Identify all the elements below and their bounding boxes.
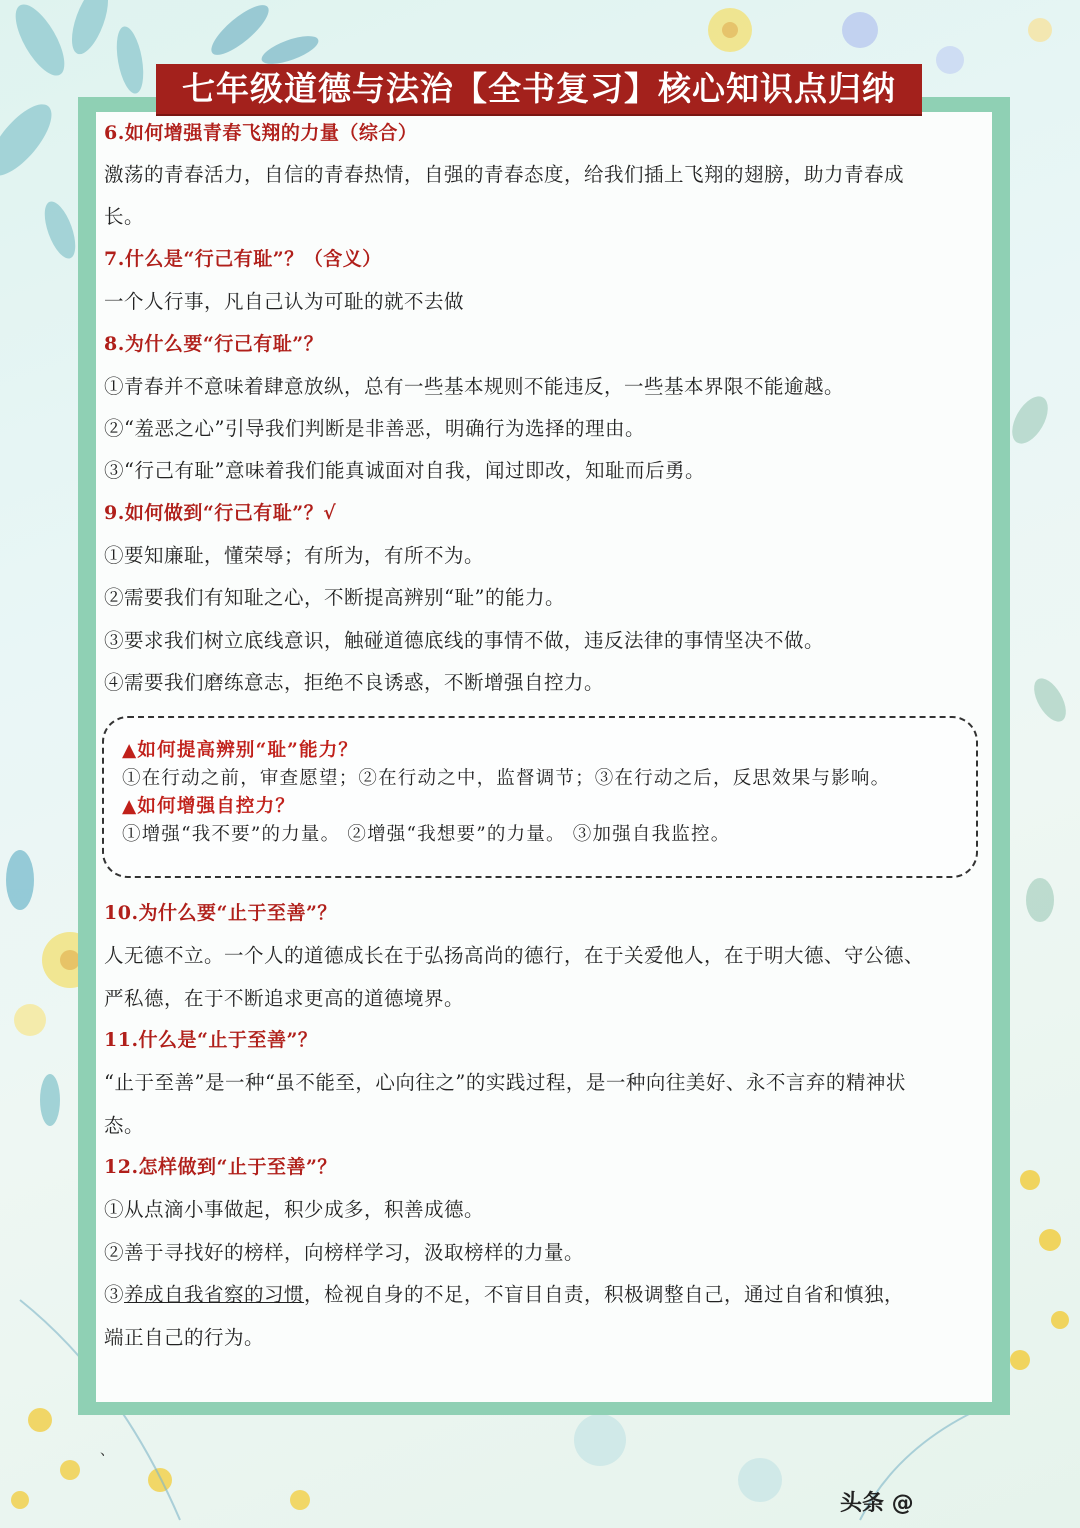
answer-line: 端正自己的行为。 <box>104 1326 265 1349</box>
answer-text: ，检视自身的不足，不盲目自责，积极调整自己，通过自省和慎独， <box>304 1283 905 1306</box>
question-heading: 12.怎样做到“止于至善”？ <box>104 1156 337 1178</box>
answer-line: ①青春并不意味着肆意放纵，总有一些基本规则不能违反，一些基本界限不能逾越。 <box>104 375 845 398</box>
answer-line: ②需要我们有知耻之心，不断提高辨别“耻”的能力。 <box>104 586 565 609</box>
item-number: ③ <box>104 1283 125 1306</box>
answer-line: ①要知廉耻，懂荣辱；有所为，有所不为。 <box>104 544 485 567</box>
question-heading: 11.什么是“止于至善”？ <box>104 1029 318 1051</box>
question-heading: 6.如何增强青春飞翔的力量（综合） <box>104 122 418 144</box>
question-heading: 7.什么是“行己有耻”？（含义） <box>104 248 382 270</box>
answer-line: ③要求我们树立底线意识，触碰道德底线的事情不做，违反法律的事情坚决不做。 <box>104 629 825 652</box>
question-heading: 8.为什么要“行己有耻”？ <box>104 333 324 355</box>
answer-line: ③“行己有耻”意味着我们能真诚面对自我，闻过即改，知耻而后勇。 <box>104 459 705 482</box>
underlined-phrase: 养成自我省察的习惯 <box>124 1283 305 1306</box>
answer-line: ②善于寻找好的榜样，向榜样学习，汲取榜样的力量。 <box>104 1241 585 1264</box>
tip-heading: ▲如何提高辨别“耻”能力？ <box>122 740 359 761</box>
answer-line: 严私德，在于不断追求更高的道德境界。 <box>104 987 465 1010</box>
page-title: 七年级道德与法治【全书复习】核心知识点归纳 <box>156 64 922 114</box>
answer-line: ②“羞恶之心”引导我们判断是非善恶，明确行为选择的理由。 <box>104 417 645 440</box>
answer-line: ①从点滴小事做起，积少成多，积善成德。 <box>104 1198 485 1221</box>
tip-line: ①在行动之前，审查愿望；②在行动之中，监督调节；③在行动之后，反思效果与影响。 <box>122 768 891 789</box>
stray-mark: 、 <box>100 1443 114 1459</box>
answer-line: “止于至善”是一种“虽不能至，心向往之”的实践过程，是一种向往美好、永不言弃的精神状 <box>104 1071 906 1094</box>
answer-line <box>104 1279 904 1307</box>
answer-line: 激荡的青春活力，自信的青春热情，自强的青春态度，给我们插上飞翔的翅膀，助力青春成 <box>104 163 905 186</box>
question-heading: 10.为什么要“止于至善”？ <box>104 902 337 924</box>
tip-heading: ▲如何增强自控力？ <box>122 796 296 817</box>
answer-line: 长。 <box>104 205 145 228</box>
answer-line: 人无德不立。一个人的道德成长在于弘扬高尚的德行，在于关爱他人，在于明大德、守公德、 <box>104 944 925 967</box>
watermark: 头条 @ <box>840 1491 914 1516</box>
question-heading: 9.如何做到“行己有耻”？√ <box>104 502 337 524</box>
tip-line: ①增强“我不要”的力量。 ②增强“我想要”的力量。 ③加强自我监控。 <box>122 824 731 845</box>
answer-line: 一个人行事，凡自己认为可耻的就不去做 <box>104 290 465 313</box>
answer-line: ④需要我们磨练意志，拒绝不良诱惑，不断增强自控力。 <box>104 671 605 694</box>
answer-line: 态。 <box>104 1114 145 1137</box>
tip-box <box>102 716 978 878</box>
